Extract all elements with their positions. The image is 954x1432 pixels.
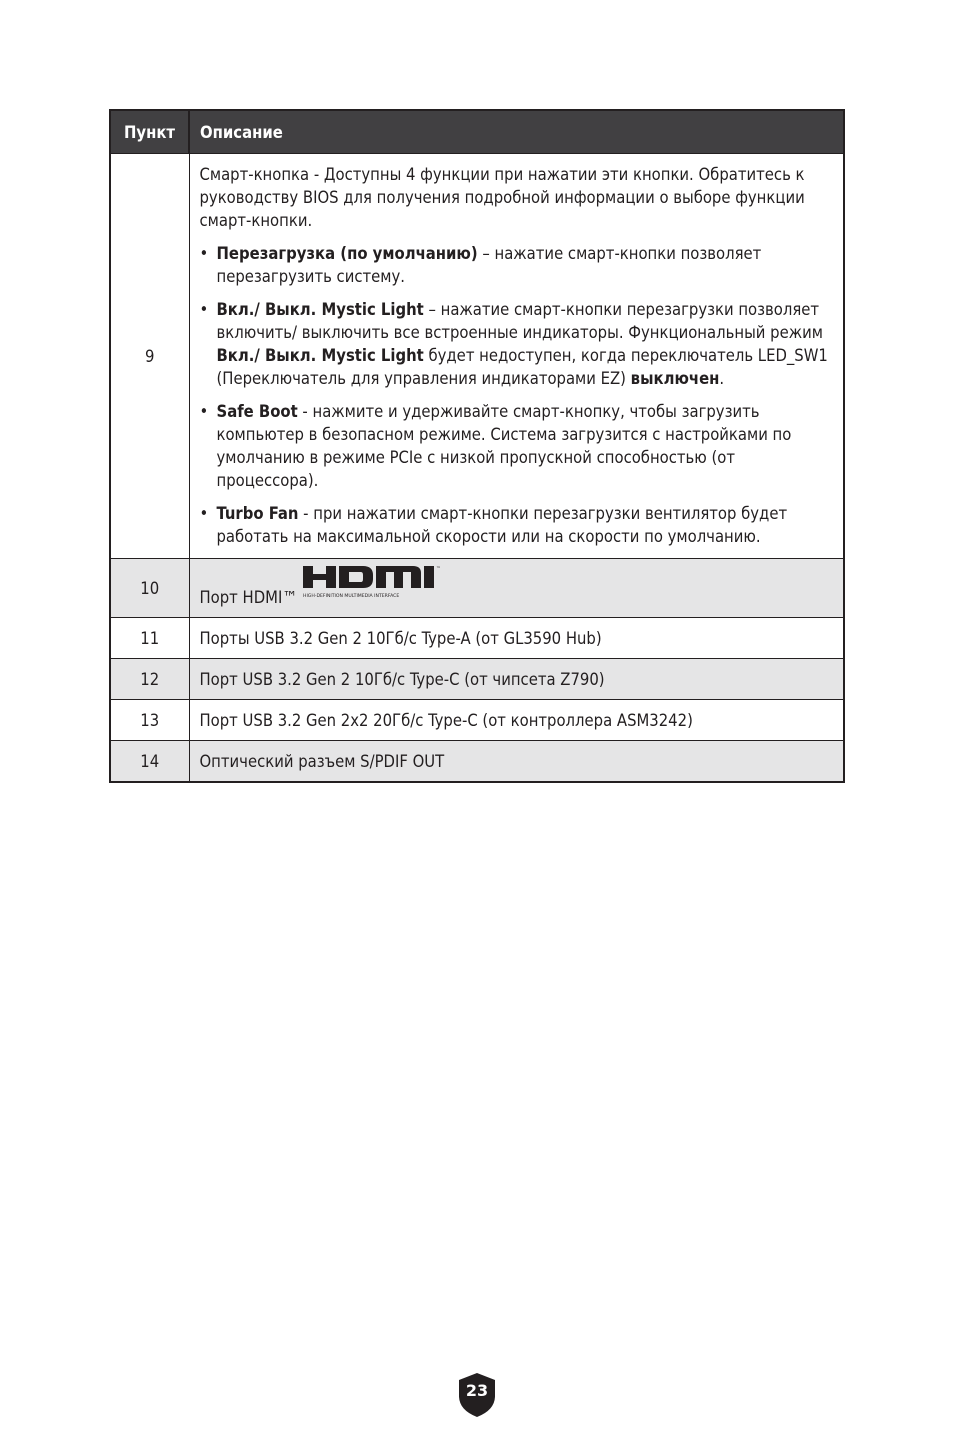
bullet-mark: • xyxy=(199,244,209,263)
bullet-mystic-light xyxy=(200,298,834,390)
bullet-mark: • xyxy=(199,504,209,523)
row-description: Порт USB 3.2 Gen 2 10Гб/с Type-C (от чипсета Z790) xyxy=(189,659,844,700)
hdmi-logo-caption: HIGH-DEFINITION MULTIMEDIA INTERFACE xyxy=(303,594,400,599)
bullet-mark: • xyxy=(199,300,209,319)
bullet-bold: Вкл./ Выкл. Mystic Light xyxy=(216,346,424,365)
row-description: Порт USB 3.2 Gen 2x2 20Гб/с Type-C (от контроллера ASM3242) xyxy=(189,700,844,741)
ports-table xyxy=(109,109,845,783)
row-number: 11 xyxy=(110,618,189,659)
hdmi-logo-tm: ™ xyxy=(436,566,442,572)
bullet-text: будет недоступен, когда переключатель LED_SW1 (Переключатель для управления индикаторами EZ) xyxy=(216,346,828,388)
row-description: Порты USB 3.2 Gen 2 10Гб/с Type-A (от GL3590 Hub) xyxy=(189,618,844,659)
table-row xyxy=(110,741,844,783)
bullet-reboot xyxy=(200,242,834,288)
table-row xyxy=(110,618,844,659)
table-header-row xyxy=(110,110,844,154)
bullet-text: - нажмите и удерживайте смарт-кнопку, чтобы загрузить компьютер в безопасном режиме. Система загрузится с настройками по умолчанию в режиме PCIe с низкой пропускной способностью (от процессора). xyxy=(216,402,792,490)
row-number: 13 xyxy=(110,700,189,741)
row-description: Оптический разъем S/PDIF OUT xyxy=(189,741,844,783)
smart-button-intro: Смарт-кнопка - Доступны 4 функции при нажатии эти кнопки. Обратитесь к руководству BIOS для получения подробной информации о выборе функции смарт-кнопки. xyxy=(199,165,805,230)
row-description xyxy=(189,154,844,559)
row-description xyxy=(189,559,844,618)
hdmi-port-label: Порт HDMI™ xyxy=(199,588,298,607)
table-row xyxy=(110,700,844,741)
bullet-title: Safe Boot xyxy=(216,402,298,421)
table-row xyxy=(110,559,844,618)
row-number: 9 xyxy=(110,154,189,559)
bullet-text: . xyxy=(719,369,725,388)
header-description: Описание xyxy=(189,110,844,154)
bullet-bold: выключен xyxy=(630,369,720,388)
bullet-text: – нажатие смарт-кнопки перезагрузки позволяет включить/ выключить все встроенные индикаторы. Функциональный режим xyxy=(216,300,823,342)
bullet-text: - при нажатии смарт-кнопки перезагрузки вентилятор будет работать на максимальной скорости или на скорости по умолчанию. xyxy=(216,504,788,546)
row-number: 10 xyxy=(110,559,189,618)
bullet-mark: • xyxy=(199,402,209,421)
header-item: Пункт xyxy=(110,110,189,154)
bullet-title: Вкл./ Выкл. Mystic Light xyxy=(216,300,424,319)
table-row xyxy=(110,154,844,559)
row-number: 12 xyxy=(110,659,189,700)
bullet-safe-boot xyxy=(200,400,834,492)
bullet-text: – нажатие смарт-кнопки позволяет перезагрузить систему. xyxy=(216,244,762,286)
table-row xyxy=(110,659,844,700)
bullet-title: Перезагрузка (по умолчанию) xyxy=(216,244,478,263)
hdmi-logo-icon xyxy=(301,564,447,606)
bullet-title: Turbo Fan xyxy=(216,504,299,523)
row-number: 14 xyxy=(110,741,189,783)
bullet-turbo-fan xyxy=(200,502,834,548)
page-number: 23 xyxy=(465,1381,489,1400)
